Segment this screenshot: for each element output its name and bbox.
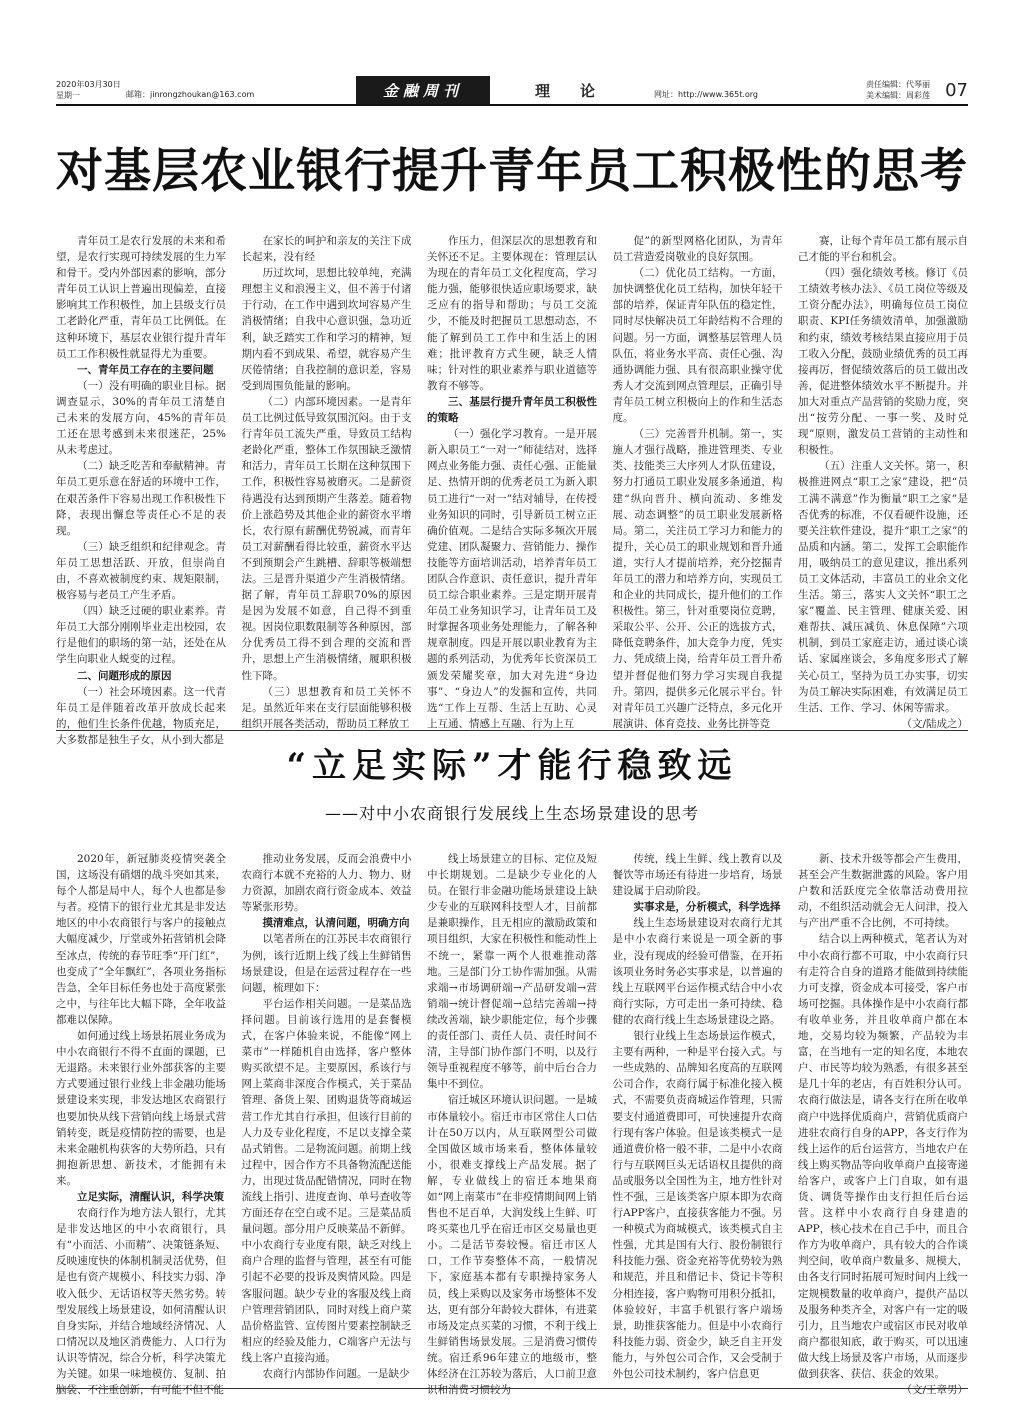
author-signature: （文/陆成之）	[901, 717, 968, 730]
paragraph: 赛，让每个青年员工都有展示自己才能的平台和机会。	[798, 235, 968, 264]
paragraph: 在家长的呵护和亲友的关注下成长起来，没有经	[241, 235, 412, 264]
paragraph: 线上生态场景建设对农商行尤其是中小农商行来说是一项全新的事业，没有现成的经验可借鉴，在开拓该项业务时务必实事求是，以普遍的线上互联网平台运作模式结合中小农商行实际，方可走出一条可持续、稳健的农商行线上生态场景建设之路。	[612, 917, 783, 1026]
paragraph: 促”的新型网格化团队，为青年员工营造爱岗敬业的良好氛围。	[612, 235, 783, 264]
text-column	[56, 851, 226, 1397]
article2-subtitle: ——对中小农商银行发展线上生态场景建设的思考	[324, 804, 699, 823]
paragraph: （二）内部环境因素。一是青年员工比例过低导致氛围沉闷。由于支行青年员工流失严重，导致员工结构老龄化严重，整体工作氛围缺乏激情和活力，青年员工长期在这种氛围下工作，积极性容易被磨灭。二是薪资待遇没有达到预期产生落差。随着物价上涨趋势及其他企业的薪资水平增长，农行原有薪酬优势锐减，而青年员工对薪酬看得比较重，薪资水平达不到预期会产生跳槽、辞职等极端想法。三是晋升渠道少产生消极情绪。据了解，青年员工辞职70%的原因是因为发展不如意，自己得不到重视。因岗位职数限制等各种原因，部分优秀员工得不到合理的交流和晋升，思想上产生消极情绪，履职积极性下降。	[241, 395, 412, 682]
paragraph: 结合以上两种模式，笔者认为对中小农商行都不可取，中小农商行只有走符合自身的道路才能做到持续能力可支撑，资金成本可接受，客户市场可挖掘。具体操作是中小农商行都有收单业务，并且收单商户都在本地，交易均较为频繁，产品较为丰富，在当地有一定的知名度，本地农户、市民等均较为熟悉，有很多甚至是几十年的老店，有百姓积分认可。农商行做法是，请各支行在所在收单商户中选择优质商户，营销优质商户进驻农商行自身的APP，各支行作为线上运作的后台运营方，当地农户在线上购买物品等向收单商户直接寄递给客户，或客户上门自取，如有退货、调货等操作由支行担任后台运营。这样中小农商行自身建造的APP，核心技术在自己手中，而且合作方为收单商户，具有较大的合作谈判空间，收单商户数量多、规模大，由各支行同时拓展可短时间内上线一定规模数量的收单商户，提供产品以及服务种类齐全，对客户有一定的吸引力，且当地农户或宿区市民对收单商户都很知底，敢于购买，可以迅速做大线上场景及客户市场，从而逐步做到获客、获信、获金的效果。	[798, 933, 968, 1380]
paragraph: 线上场景建立的目标、定位及短中长期规划。二是缺少专业化的人员。在银行非金融功能场景建设上缺少专业的互联网科技型人才，目前都是兼职操作，且无相应的激励政策和项目组织，大家在积极性和能动性上不统一，紧靠一两个人很难推动落地。三是部门分工协作需加强。从需求端→市场调研端→产品研发端→营销端→统计督促端→总结完善端→持续改善端，缺少职能定位，每个步骤的责任部门、责任人员、责任时间不清，主导部门协作部门不明，以及行领导重视程度不够等，前中后台合力集中不到位。	[427, 853, 597, 1091]
issue-date-block	[56, 76, 126, 104]
paragraph: （一）强化学习教育。一是开展新入职员工“一对一”师徒结对，选择网点业务能力强、责任心强、正能量足、热情开朗的优秀老员工为新入职员工进行“一对一”结对辅导，在传授业务知识的同时，引导新员工树立正确价值观。二是结合实际多频次开展党建、团队凝聚力、营销能力、操作技能等方面培训活动，培养青年员工团队合作意识、责任意识，提升青年员工综合职业素养。三是定期开展青年员工业务知识学习，让青年员工及时掌握各项业务处理能力，了解各种规章制度。四是开展以职业教育为主题的系列活动，为优秀年长资深员工颁发荣耀奖章，加大对先进“身边事”、“身边人”的发掘和宣传，共同选“工作上互帮、生活上互助、心灵上互通、情感上互融、行为上互	[427, 428, 597, 730]
article-divider	[56, 730, 968, 731]
page-number: 07	[945, 79, 968, 101]
paragraph: 农商行内部协作问题。一是缺少	[262, 1368, 410, 1380]
section-name: 理论	[534, 81, 625, 100]
paragraph: （五）注重人文关怀。第一，积极推进网点“职工之家”建设，把“员工满不满意”作为衡量“职工之家”是否优秀的标准，不仅看硬件设施，还要关注软件建设，提升“职工之家”的品质和内涵。第二，发挥工会职能作用，吸纳员工的意见建议，推出系列员工文体活动，丰富员工的业余文化生活。第三，落实人文关怀“职工之家”覆盖、民主管理、健康关爱、困难帮扶、减压减负、休息保障”六项机制，到员工家庭走访，通过谈心谈话、家属座谈会，多角度多形式了解关心员工，坚持为员工办实事，切实为员工解决实际困难，有效满足员工生活、工作、学习、休闲等需求。	[798, 460, 968, 714]
paragraph: 新、技术升级等都会产生费用，甚至会产生数据泄露的风险。客户用户数和活跃度完全依靠活动费用拉动，不组织活动就会无人问津，投入与产出严重不合比例，不可持续。	[798, 853, 968, 930]
text-column	[427, 233, 597, 730]
editors-block	[850, 76, 932, 104]
text-column	[427, 851, 597, 1397]
publication-logo: 金融周刊	[356, 76, 490, 104]
article2-title: “立足实际”才能行稳致远	[286, 746, 738, 786]
text-column	[612, 233, 783, 730]
section-heading: 立足实际，清醒认识，科学决策	[77, 1190, 224, 1203]
art-editor: 美术编辑：周彩莲	[866, 91, 930, 100]
paragraph: 青年员工是农行发展的未来和希望，是农行实现可持续发展的生力军和骨干。受内外部因素的影响，部分青年员工认识上普遍出现偏差，直接影响其工作积极性，加上县级支行员工老龄化严重，青年员工比例低。在这种环境下，基层农业银行提升青年员工工作积极性就显得尤为重要。	[56, 235, 226, 360]
paragraph: （二）优化员工结构。一方面，加快调整优化员工结构，加快年轻干部的培养，保证青年队伍的稳定性，同时尽快解决员工年龄结构不合理的问题。另一方面，调整基层管理人员队伍，将业务水平高、责任心强、沟通协调能力强、具有很高职业操守优秀人才交流到网点管理层，正确引导青年员工树立积极向上的作和生活态度。	[612, 267, 783, 425]
paragraph: （四）缺乏过硬的职业素养。青年员工大部分刚刚毕业走出校园，农行是他们的职场的第一站，还处在从学生向职业人蜕变的过程。	[56, 605, 226, 666]
paragraph: 宿迁城区环境认识问题。一是城市体量较小。宿迁市市区常住人口估计在50万以内，从互联网型公司做全国做区域市场来看，整体体量较小，很难支撑线上产品发展。据了解，专业做线上的宿迁本地果商如“网上南菜市”在非疫情期间网上销售也不足百单，大润发线上生鲜、叮咚买菜也几乎在宿迁市区交易量也更小。二是活节奏较慢。宿迁市区人口，工作节奏整体不高，一般情况下，家庭基本都有专职操持家务人员，线上采购以及家务市场整体不发达，更有部分年龄较大群体，有进菜市场及定点买菜的习惯，不利于线上生鲜销售场景发展。三是消费习惯传统。宿迁系96年建立的地级市，整体经济在江苏较为落后，人口前卫意识和消费习惯较为	[427, 1094, 597, 1397]
section-heading: 一、青年员工存在的主要问题	[77, 363, 214, 376]
paragraph: 如何通过线上场景拓展业务成为中小农商银行不得不直面的课题，已无退路。未来银行业外部获客的主要方式要通过银行业线上非金融功能场景建设来实现，非发达地区农商银行也要加快从线下营销向线上场景式营销转变，既是疫情防控的需要，也是未来金融机构获客的大势所趋，只有拥抱新思想、新技术，才能拥有未来。	[56, 1030, 226, 1187]
website-url: 网址：http://www.365t.org	[654, 89, 759, 99]
contact-email: 邮箱：jinrongzhoukan@163.com	[126, 89, 255, 99]
text-column	[613, 851, 783, 1381]
paragraph: 传统，线上生鲜、线上教育以及餐饮等市场还有待进一步培育，场景建设属于启动阶段。	[612, 853, 783, 898]
paragraph: 作压力，但深层次的思想教育和关怀还不足。主要体现在：管理层认为现在的青年员工文化程度高，学习能力强，能够很快适应职场要求，缺乏应有的指导和帮助；与员工交流少，不能及时把握员工思想动态，不能了解到员工工作中和生活上的困难；批评教育方式生硬，缺乏人情味；针对性的职业素养与职业道德等教育不够等。	[427, 235, 597, 392]
paragraph: （三）缺乏组织和纪律观念。青年员工思想活跃、开放，但崇尚自由，不喜欢被制度约束、规矩限制，极容易与老员工产生矛盾。	[56, 540, 226, 602]
section-heading: 实事求是，分析模式，科学选择	[633, 901, 781, 914]
paragraph: 推动业务发展，反而会浪费中小农商行本就不充裕的人力、物力、财力资源，加剧农商行资金成本、效益等紧张形势。	[241, 853, 412, 914]
paragraph: 银行业线上生态场景运作模式，主要有两种，一种是平台接入式。与一些成熟的、品牌知名度高的互联网公司合作，农商行属于标准化接入模式，不需要负责商城运作管理，只需要支付通道费即可，可快速提升农商行现有客户体验。但是该类模式一是通道费价格一般不菲，二是中小农商行与互联网巨头无话语权且提供的商品或服务以全国性为主，地方性针对性不强，三是该类客户原本即为农商行APP客户，直接获客能力不强。另一种模式为商城模式，该类模式自主性强，尤其是国有大行、股份制银行科技能力强、资金充裕等优势较为熟和规范，并且和借记卡、贷记卡等积分相连接，客户购物可用积分抵扣，体验较好，丰富手机银行客户端场景，助推获客能力。但是中小农商行科技能力弱、资金少，缺乏自主开发能力，与外包公司合作，又会受制于外包公司技术制约，客户信息更	[612, 1030, 783, 1380]
issue-weekday: 星期一	[56, 91, 80, 100]
text-column	[241, 233, 412, 730]
masthead-rule	[56, 104, 968, 106]
section-heading: 二、问题形成的原因	[77, 669, 172, 682]
paragraph: （三）完善晋升机制。第一，实施人才强行战略，推进管理类、专业类、技能类三大序列人才队伍建设，努力打通员工职业发展多条通道，构建“纵向晋升、横向流动、多维发展、动态调整”的员工职业发展新格局。第二，关注员工学习力和能力的提升，关心员工的职业规划和晋升通道，实行人才提前培养，充分挖掘青年员工的潜力和培养方向，实现员工和企业的共同成长，提升他们的工作积极性。第三，针对重要岗位竞聘，采取公平、公开、公正的选拔方式，降低竞聘条件，加大竞争力度，凭实力、凭成绩上岗，给青年员工晋升希望并督促他们努力学习实现自我提升。第四，提供多元化展示平台。针对青年员工兴趣广泛特点，多元化开展演讲、体育竞技、业务比拼等竞	[612, 428, 783, 730]
section-heading: 摸清难点，认清问题，明确方向	[262, 917, 410, 930]
masthead	[56, 76, 968, 104]
paragraph: 以笔者所在的江苏民丰农商银行为例，该行近期上线了线上生鲜销售场景建设，但是在运营过程存在一些问题，梳理如下：	[241, 933, 412, 994]
bottom-rule	[56, 1388, 968, 1389]
article1-body	[56, 233, 968, 746]
paragraph: （三）思想教育和员工关怀不足。虽然近年来在支行层面能够积极组织开展各类活动，帮助员工释放工	[241, 685, 412, 730]
section-heading: 三、基层行提升青年员工积极性的策略	[427, 395, 597, 425]
article2-body	[56, 851, 968, 1397]
article1-title: 对基层农业银行提升青年员工积极性的思考	[56, 144, 968, 199]
paragraph: 农商行作为地方法人银行，尤其是非发达地区的中小农商银行，具有“小而活、小而精”、决策链条短、反映速度快的体制机制灵活优势，但是也有资产规模小、科技实力弱、净收入低少、无话语权等天然劣势。转型发展线上场景建设，如何清醒认识自身实际，并结合地域经济情况、人口情况以及地区消费能力、人口行为认识等情况，综合分析，科学决策尤为关键。如果一味地模仿、复制、拍脑袋、不注重创新，有可能不但不能	[56, 1207, 226, 1397]
paragraph: （一）社会环境因素。这一代青年员工是伴随着改革开放成长起来的，他们生长条件优越，物质充足，大多数都是独生子女，从小到大都是	[56, 685, 226, 746]
paragraph: （四）强化绩效考核。修订《员工绩效考核办法》、《员工岗位等级及工资分配办法》，明确每位员工岗位职责、KPI任务绩效清单，加强激励和约束，绩效考核结果直接应用于员工收入分配，鼓励业绩优秀的员工再接再厉，督促绩效落后的员工做出改善，促进整体绩效水平不断提升。并加大对重点产品营销的奖励力度，突出“按劳分配、一事一奖、及时兑现”原则，激发员工营销的主动性和积极性。	[798, 267, 968, 457]
text-column	[242, 851, 412, 1381]
paragraph: 历过坎坷，思想比较单纯，充满理想主义和浪漫主义，但不善于付诸于行动，在工作中遇到坎坷容易产生消极情绪；自我中心意识强，急功近利，缺乏踏实工作和学习的精神，短期内看不到成果、希望，就容易产生厌倦情绪；自我控制的意识差，容易受到周围负能量的影响。	[241, 267, 412, 392]
chief-editor: 责任编辑：代琴丽	[866, 80, 930, 89]
paragraph: （一）没有明确的职业目标。据调查显示，30%的青年员工清楚自己未来的发展方向，45%的青年员工还在思考感到未来很迷茫，25%从未考虑过。	[56, 379, 226, 457]
author-signature: （文/王章男）	[901, 1384, 968, 1397]
text-column	[798, 233, 968, 730]
text-column	[56, 233, 226, 746]
paragraph: （二）缺乏吃苦和奉献精神。青年员工更乐意在舒适的环境中工作，在艰苦条件下容易出现工作积极性下降，表现出懈怠等责任心不足的表现。	[56, 460, 226, 537]
paragraph: 2020年，新冠肺炎疫情突袭全国，这场没有硝烟的战斗突如其来，每个人都是局中人，每个人也都是参与者。疫情下的银行业尤其是非发达地区的中小农商银行与客户的接触点大幅度减少，厅堂或外拓营销机会降至冰点，传统的春节旺季“开门红”，也变成了“全年飘红”，各项业务指标告急，全年目标任务也处于高度紧张之中，与往年比大幅下降，全年收益都难以保障。	[56, 853, 226, 1026]
issue-date: 2020年03月30日	[56, 80, 121, 89]
text-column	[798, 851, 968, 1397]
paragraph: 平台运作相关问题。一是菜品选择问题。目前该行选用的是套餐模式，在客户体验来说，不能像“网上菜市”一样随机自由选择，客户整体购买欲望不足。主要原因，系该行与网上菜商非深度合作模式，关于菜品管理、备货上架、团购退货等商城运营工作尤其自行承担，但该行目前的人力及专业化程度，不足以支撑全菜品式销售。二是物流问题。前期上线过程中，因合作方不具备物流配送能力，出现过货品配错情况，同时在物流线上指引、进度查询、单号查收等方面还存在空白或不足。三是菜品质量问题。部分用户反映菜品不新鲜。中小农商行专业度有限，缺乏对线上商户合理的监督与管理，甚至有可能引起不必要的投诉及舆情风险。四是客服问题。缺少专业的客服及线上商户管理营销团队，同时对线上商户菜品价格监管、宣传图片要素控制缺乏相应的经验及能力，C端客户无法与线上客户直接沟通。	[241, 997, 412, 1364]
